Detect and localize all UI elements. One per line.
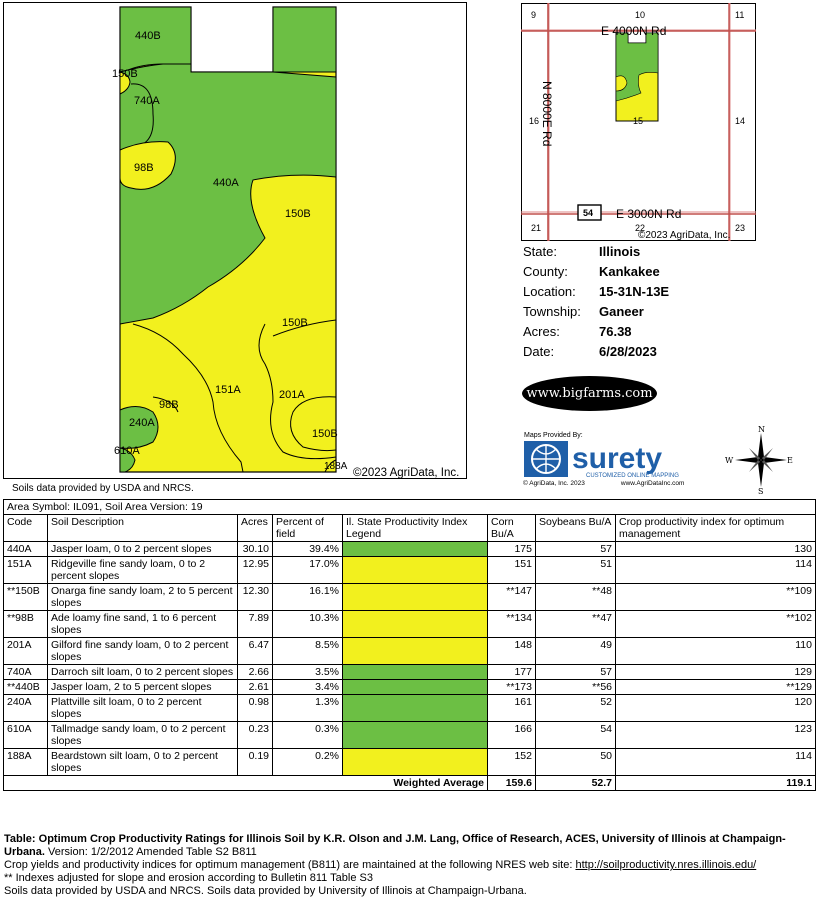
soil-acres: 6.47 bbox=[238, 638, 273, 665]
nres-link[interactable]: http://soilproductivity.nres.illinois.edu/ bbox=[575, 859, 757, 871]
soybean-yield: 57 bbox=[536, 665, 616, 680]
productivity-legend-swatch bbox=[343, 542, 488, 557]
info-location: Location: 15-31N-13E bbox=[523, 284, 670, 299]
section-number: 11 bbox=[735, 10, 745, 20]
soybean-yield: **47 bbox=[536, 611, 616, 638]
soil-percent: 16.1% bbox=[273, 584, 343, 611]
table-row bbox=[4, 584, 816, 611]
location-map bbox=[521, 3, 756, 241]
compass-s: S bbox=[758, 487, 764, 495]
soil-description: Jasper loam, 2 to 5 percent slopes bbox=[48, 680, 238, 695]
productivity-legend-swatch bbox=[343, 680, 488, 695]
soil-description: Tallmadge sandy loam, 0 to 2 percent slopes bbox=[48, 722, 238, 749]
soil-description: Ade loamy fine sand, 1 to 6 percent slopes bbox=[48, 611, 238, 638]
soil-percent: 39.4% bbox=[273, 542, 343, 557]
surety-tagline: CUSTOMIZED ONLINE MAPPING bbox=[586, 473, 679, 479]
soil-description: Gilford fine sandy loam, 0 to 2 percent slopes bbox=[48, 638, 238, 665]
crop-productivity-index: 129 bbox=[616, 665, 816, 680]
column-header: Acres bbox=[238, 515, 273, 542]
crop-productivity-index: 120 bbox=[616, 695, 816, 722]
crop-productivity-index: 123 bbox=[616, 722, 816, 749]
info-township: Township: Ganeer bbox=[523, 304, 644, 319]
soil-acres: 2.61 bbox=[238, 680, 273, 695]
soil-percent: 3.4% bbox=[273, 680, 343, 695]
section-number: 22 bbox=[635, 223, 646, 233]
soil-label: 201A bbox=[279, 389, 305, 401]
compass-w: W bbox=[725, 456, 734, 465]
table-row bbox=[4, 695, 816, 722]
soil-description: Plattville silt loam, 0 to 2 percent slopes bbox=[48, 695, 238, 722]
corn-yield: **147 bbox=[488, 584, 536, 611]
footer-line4: Soils data provided by USDA and NRCS. Soils data provided by University of Illinois at Champaign-Urbana. bbox=[4, 885, 527, 897]
soil-productivity-table bbox=[3, 499, 816, 791]
area-symbol-row bbox=[4, 500, 816, 515]
corn-yield: **173 bbox=[488, 680, 536, 695]
corn-yield: 151 bbox=[488, 557, 536, 584]
table-header-row bbox=[4, 515, 816, 542]
crop-productivity-index: **129 bbox=[616, 680, 816, 695]
soil-percent: 17.0% bbox=[273, 557, 343, 584]
info-date: Date: 6/28/2023 bbox=[523, 344, 657, 359]
column-header: Soybeans Bu/A bbox=[536, 515, 616, 542]
road-label: N 8000E Rd bbox=[540, 81, 554, 147]
soil-code: **98B bbox=[4, 611, 48, 638]
road-label: E 4000N Rd bbox=[601, 24, 667, 38]
soil-label: 150B bbox=[112, 68, 138, 80]
soil-label: 440A bbox=[213, 177, 239, 189]
soil-description: Onarga fine sandy loam, 2 to 5 percent slopes bbox=[48, 584, 238, 611]
column-header: Soil Description bbox=[48, 515, 238, 542]
soybean-yield: 50 bbox=[536, 749, 616, 776]
table-row bbox=[4, 749, 816, 776]
soil-label: 98B bbox=[159, 399, 179, 411]
soil-percent: 10.3% bbox=[273, 611, 343, 638]
column-header: Percent of field bbox=[273, 515, 343, 542]
table-row bbox=[4, 611, 816, 638]
soybean-yield: 49 bbox=[536, 638, 616, 665]
productivity-legend-swatch bbox=[343, 611, 488, 638]
soil-label: 150B bbox=[282, 317, 308, 329]
productivity-legend-swatch bbox=[343, 638, 488, 665]
soybean-yield: 57 bbox=[536, 542, 616, 557]
area-symbol: Area Symbol: IL091, Soil Area Version: 19 bbox=[4, 500, 816, 515]
crop-productivity-index: 110 bbox=[616, 638, 816, 665]
soybean-yield: 52 bbox=[536, 695, 616, 722]
soil-unit-440B-topright bbox=[273, 7, 336, 72]
soil-acres: 7.89 bbox=[238, 611, 273, 638]
weighted-average-row bbox=[4, 776, 816, 791]
corn-yield: 166 bbox=[488, 722, 536, 749]
soil-percent: 1.3% bbox=[273, 695, 343, 722]
productivity-legend-swatch bbox=[343, 584, 488, 611]
soil-description: Beardstown silt loam, 0 to 2 percent slopes bbox=[48, 749, 238, 776]
soil-label: 150B bbox=[285, 208, 311, 220]
soil-acres: 12.30 bbox=[238, 584, 273, 611]
crop-productivity-index: 114 bbox=[616, 749, 816, 776]
weighted-cpi: 119.1 bbox=[616, 776, 816, 791]
soil-description: Jasper loam, 0 to 2 percent slopes bbox=[48, 542, 238, 557]
soil-acres: 0.19 bbox=[238, 749, 273, 776]
table-row bbox=[4, 665, 816, 680]
table-row bbox=[4, 680, 816, 695]
productivity-legend-swatch bbox=[343, 722, 488, 749]
soil-code: **440B bbox=[4, 680, 48, 695]
soil-description: Ridgeville fine sandy loam, 0 to 2 percent slopes bbox=[48, 557, 238, 584]
soil-code: 188A bbox=[4, 749, 48, 776]
soil-percent: 8.5% bbox=[273, 638, 343, 665]
info-acres: Acres: 76.38 bbox=[523, 324, 632, 339]
table-row bbox=[4, 722, 816, 749]
soil-label: 740A bbox=[134, 95, 160, 107]
table-row bbox=[4, 557, 816, 584]
crop-productivity-index: **102 bbox=[616, 611, 816, 638]
soil-percent: 3.5% bbox=[273, 665, 343, 680]
surety-logo bbox=[524, 441, 709, 479]
soil-label: 98B bbox=[134, 162, 154, 174]
soybean-yield: **48 bbox=[536, 584, 616, 611]
soil-description: Darroch silt loam, 0 to 2 percent slopes bbox=[48, 665, 238, 680]
soil-acres: 0.98 bbox=[238, 695, 273, 722]
maps-provided-by: Maps Provided By: bbox=[524, 432, 583, 439]
soybean-yield: 51 bbox=[536, 557, 616, 584]
compass-rose-icon bbox=[725, 425, 793, 495]
corn-yield: 175 bbox=[488, 542, 536, 557]
soil-acres: 30.10 bbox=[238, 542, 273, 557]
road-label: E 3000N Rd bbox=[616, 207, 682, 221]
column-header: Corn Bu/A bbox=[488, 515, 536, 542]
surety-wordmark: surety bbox=[572, 442, 663, 475]
corn-yield: 148 bbox=[488, 638, 536, 665]
compass-n: N bbox=[758, 425, 765, 434]
soil-code: 151A bbox=[4, 557, 48, 584]
soil-map bbox=[3, 2, 467, 479]
route-shield-label: 54 bbox=[583, 208, 594, 218]
soil-label: 150B bbox=[312, 428, 338, 440]
column-header: Code bbox=[4, 515, 48, 542]
productivity-legend-swatch bbox=[343, 749, 488, 776]
weighted-corn: 159.6 bbox=[488, 776, 536, 791]
soil-label: 610A bbox=[114, 445, 140, 457]
bigfarms-logo: www.bigfarms.com bbox=[522, 376, 657, 411]
crop-productivity-index: 114 bbox=[616, 557, 816, 584]
soil-acres: 2.66 bbox=[238, 665, 273, 680]
weighted-soy: 52.7 bbox=[536, 776, 616, 791]
footer-version: Version: 1/2/2012 Amended Table S2 B811 bbox=[44, 846, 257, 858]
productivity-legend-swatch bbox=[343, 665, 488, 680]
soil-label: 440B bbox=[135, 30, 161, 42]
info-state: State: Illinois bbox=[523, 244, 641, 259]
table-footer bbox=[4, 833, 816, 898]
soil-code: 440A bbox=[4, 542, 48, 557]
section-number: 10 bbox=[635, 10, 646, 20]
table-row bbox=[4, 638, 816, 665]
section-number: 9 bbox=[531, 10, 537, 20]
section-number: 23 bbox=[735, 223, 746, 233]
compass-e: E bbox=[787, 456, 793, 465]
soybean-yield: **56 bbox=[536, 680, 616, 695]
crop-productivity-index: **109 bbox=[616, 584, 816, 611]
column-header: Crop productivity index for optimum management bbox=[616, 515, 816, 542]
section-number: 21 bbox=[531, 223, 542, 233]
corn-yield: **134 bbox=[488, 611, 536, 638]
productivity-legend-swatch bbox=[343, 557, 488, 584]
footer-line3: ** Indexes adjusted for slope and erosion according to Bulletin 811 Table S3 bbox=[4, 872, 373, 884]
weighted-average-label: Weighted Average bbox=[4, 776, 488, 791]
section-number: 16 bbox=[529, 116, 540, 126]
corn-yield: 161 bbox=[488, 695, 536, 722]
info-county: County: Kankakee bbox=[523, 264, 660, 279]
soil-acres: 12.95 bbox=[238, 557, 273, 584]
corn-yield: 177 bbox=[488, 665, 536, 680]
soil-code: 740A bbox=[4, 665, 48, 680]
soil-map-copyright: ©2023 AgriData, Inc. bbox=[353, 467, 460, 479]
productivity-legend-swatch bbox=[343, 695, 488, 722]
section-number: 14 bbox=[735, 116, 746, 126]
surety-footer: © AgriData, Inc. 2023 www.AgriDataInc.com bbox=[523, 480, 685, 487]
location-map-copyright: ©2023 AgriData, Inc. bbox=[638, 230, 731, 241]
soil-percent: 0.2% bbox=[273, 749, 343, 776]
soil-label: 151A bbox=[215, 384, 241, 396]
column-header: Il. State Productivity Index Legend bbox=[343, 515, 488, 542]
soil-data-note: Soils data provided by USDA and NRCS. bbox=[12, 483, 194, 494]
soil-label: 240A bbox=[129, 417, 155, 429]
soil-percent: 0.3% bbox=[273, 722, 343, 749]
crop-productivity-index: 130 bbox=[616, 542, 816, 557]
soil-acres: 0.23 bbox=[238, 722, 273, 749]
table-row bbox=[4, 542, 816, 557]
soybean-yield: 54 bbox=[536, 722, 616, 749]
soil-label: 188A bbox=[324, 461, 348, 472]
soil-code: 610A bbox=[4, 722, 48, 749]
corn-yield: 152 bbox=[488, 749, 536, 776]
soil-code: 240A bbox=[4, 695, 48, 722]
section-number: 15 bbox=[633, 116, 644, 126]
footer-title: Table: Optimum Crop Productivity Ratings for Illinois Soil by K.R. Olson and J.M. Lang, Office of Research, ACES, University of Illinois at Champaign-Urbana. bbox=[4, 833, 786, 858]
footer-line2: Crop yields and productivity indices for optimum management (B811) are maintained at the following NRES web site: bbox=[4, 859, 576, 871]
soil-code: **150B bbox=[4, 584, 48, 611]
soil-code: 201A bbox=[4, 638, 48, 665]
